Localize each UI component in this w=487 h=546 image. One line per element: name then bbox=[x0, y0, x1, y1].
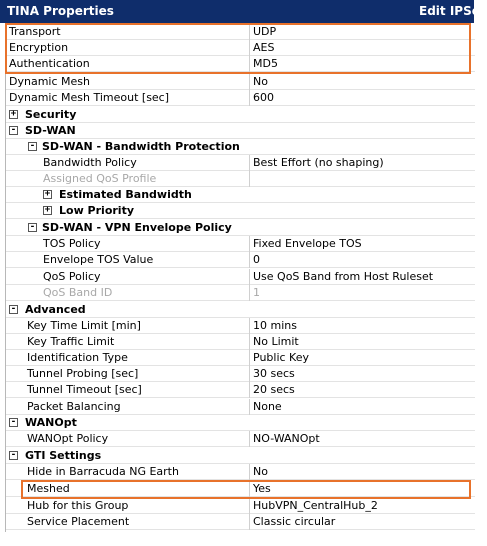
prop-label: QoS Band ID bbox=[43, 286, 113, 299]
prop-value[interactable]: Use QoS Band from Host Ruleset bbox=[253, 270, 434, 283]
group-label: SD-WAN bbox=[25, 124, 76, 137]
prop-row-authentication[interactable] bbox=[6, 56, 475, 72]
group-vpn-envelope-policy[interactable] bbox=[6, 220, 475, 236]
prop-row-identification-type[interactable] bbox=[6, 350, 475, 366]
column-divider bbox=[249, 431, 250, 447]
prop-value[interactable]: AES bbox=[253, 41, 275, 54]
prop-label: Hub for this Group bbox=[27, 499, 129, 512]
prop-label: QoS Policy bbox=[43, 270, 101, 283]
group-gti-settings[interactable] bbox=[6, 448, 475, 464]
prop-label: TOS Policy bbox=[43, 237, 101, 250]
column-divider bbox=[249, 382, 250, 398]
prop-row-meshed[interactable] bbox=[6, 481, 475, 497]
collapse-icon[interactable]: - bbox=[10, 125, 17, 135]
column-divider bbox=[249, 366, 250, 382]
prop-row-encryption[interactable] bbox=[6, 40, 475, 56]
prop-row-wanopt-policy[interactable] bbox=[6, 431, 475, 447]
prop-label: Tunnel Probing [sec] bbox=[27, 367, 139, 380]
column-divider bbox=[249, 171, 250, 187]
group-label: Security bbox=[25, 108, 77, 121]
prop-row-key-traffic-limit[interactable] bbox=[6, 334, 475, 350]
group-label: Estimated Bandwidth bbox=[59, 188, 192, 201]
group-bandwidth-protection[interactable] bbox=[6, 139, 475, 155]
prop-value[interactable]: None bbox=[253, 400, 282, 413]
prop-row-bandwidth-policy[interactable] bbox=[6, 155, 475, 171]
collapse-icon[interactable]: - bbox=[10, 304, 17, 314]
group-sdwan[interactable] bbox=[6, 123, 475, 139]
group-label: WANOpt bbox=[25, 416, 77, 429]
prop-label: Transport bbox=[9, 25, 61, 38]
group-label: Advanced bbox=[25, 303, 86, 316]
group-security[interactable] bbox=[6, 107, 475, 123]
prop-value[interactable]: Fixed Envelope TOS bbox=[253, 237, 362, 250]
edit-ipsec-link[interactable]: Edit IPSec bbox=[419, 4, 487, 18]
column-divider bbox=[249, 24, 250, 40]
column-divider bbox=[249, 318, 250, 334]
prop-value[interactable]: Best Effort (no shaping) bbox=[253, 156, 384, 169]
prop-row-service-placement[interactable] bbox=[6, 514, 475, 530]
prop-label: Envelope TOS Value bbox=[43, 253, 154, 266]
prop-label: WANOpt Policy bbox=[27, 432, 109, 445]
column-divider bbox=[249, 514, 250, 530]
prop-row-tos-policy[interactable] bbox=[6, 236, 475, 252]
prop-label: Encryption bbox=[9, 41, 69, 54]
group-label: SD-WAN - Bandwidth Protection bbox=[42, 140, 240, 153]
prop-value[interactable]: No bbox=[253, 75, 268, 88]
panel-title: TINA Properties bbox=[7, 4, 114, 18]
collapse-icon[interactable]: - bbox=[10, 417, 17, 427]
group-wanopt[interactable] bbox=[6, 415, 475, 431]
prop-value[interactable]: No bbox=[253, 465, 268, 478]
prop-row-qos-band-id bbox=[6, 285, 475, 301]
prop-value[interactable]: Yes bbox=[253, 482, 271, 495]
group-advanced[interactable] bbox=[6, 302, 475, 318]
column-divider bbox=[249, 236, 250, 252]
column-divider bbox=[249, 90, 250, 106]
prop-label: Packet Balancing bbox=[27, 400, 121, 413]
prop-label: Dynamic Mesh bbox=[9, 75, 90, 88]
prop-label: Dynamic Mesh Timeout [sec] bbox=[9, 91, 170, 104]
column-divider bbox=[249, 498, 250, 514]
collapse-icon[interactable]: - bbox=[29, 222, 36, 232]
prop-value[interactable]: 20 secs bbox=[253, 383, 295, 396]
prop-label: Meshed bbox=[27, 482, 70, 495]
column-divider bbox=[249, 74, 250, 90]
group-label: Low Priority bbox=[59, 204, 134, 217]
prop-label: Service Placement bbox=[27, 515, 130, 528]
prop-row-packet-balancing[interactable] bbox=[6, 399, 475, 415]
prop-value[interactable]: NO-WANOpt bbox=[253, 432, 320, 445]
column-divider bbox=[249, 350, 250, 366]
column-divider bbox=[249, 155, 250, 171]
prop-label: Assigned QoS Profile bbox=[43, 172, 157, 185]
column-divider bbox=[249, 464, 250, 480]
prop-value[interactable]: UDP bbox=[253, 25, 277, 38]
column-divider bbox=[249, 334, 250, 350]
prop-value[interactable]: HubVPN_CentralHub_2 bbox=[253, 499, 378, 512]
prop-row-tunnel-probing[interactable] bbox=[6, 366, 475, 382]
column-divider bbox=[249, 399, 250, 415]
column-divider bbox=[249, 40, 250, 56]
expand-icon[interactable]: + bbox=[44, 189, 51, 199]
prop-row-hub-for-group[interactable] bbox=[6, 498, 475, 514]
prop-row-qos-policy[interactable] bbox=[6, 269, 475, 285]
property-grid bbox=[5, 23, 475, 532]
prop-label: Identification Type bbox=[27, 351, 128, 364]
prop-value: 1 bbox=[253, 286, 260, 299]
collapse-icon[interactable]: - bbox=[10, 450, 17, 460]
column-divider bbox=[249, 269, 250, 285]
expand-icon[interactable]: + bbox=[10, 109, 17, 119]
prop-row-dynamic-mesh[interactable] bbox=[6, 74, 475, 90]
expand-icon[interactable]: + bbox=[44, 205, 51, 215]
group-estimated-bandwidth[interactable] bbox=[6, 187, 475, 203]
prop-label: Hide in Barracuda NG Earth bbox=[27, 465, 179, 478]
prop-row-dynamic-mesh-timeout[interactable] bbox=[6, 90, 475, 106]
prop-value[interactable]: 0 bbox=[253, 253, 260, 266]
column-divider bbox=[249, 252, 250, 268]
prop-value[interactable]: No Limit bbox=[253, 335, 299, 348]
prop-value[interactable]: 30 secs bbox=[253, 367, 295, 380]
prop-value[interactable]: Public Key bbox=[253, 351, 309, 364]
prop-label: Bandwidth Policy bbox=[43, 156, 137, 169]
column-divider bbox=[249, 285, 250, 301]
column-divider bbox=[249, 481, 250, 497]
prop-row-hide-in-earth[interactable] bbox=[6, 464, 475, 480]
prop-row-envelope-tos-value[interactable] bbox=[6, 252, 475, 268]
prop-value[interactable]: 600 bbox=[253, 91, 274, 104]
properties-header bbox=[0, 0, 487, 23]
prop-row-tunnel-timeout[interactable] bbox=[6, 382, 475, 398]
group-label: SD-WAN - VPN Envelope Policy bbox=[42, 221, 232, 234]
prop-label: Authentication bbox=[9, 57, 90, 70]
group-label: GTI Settings bbox=[25, 449, 102, 462]
prop-label: Key Traffic Limit bbox=[27, 335, 115, 348]
prop-value[interactable]: 10 mins bbox=[253, 319, 297, 332]
group-low-priority[interactable] bbox=[6, 203, 475, 219]
prop-label: Key Time Limit [min] bbox=[27, 319, 141, 332]
prop-value[interactable]: MD5 bbox=[253, 57, 278, 70]
prop-value[interactable]: Classic circular bbox=[253, 515, 336, 528]
prop-row-transport[interactable] bbox=[6, 24, 475, 40]
prop-label: Tunnel Timeout [sec] bbox=[27, 383, 142, 396]
collapse-icon[interactable]: - bbox=[29, 141, 36, 151]
prop-row-assigned-qos-profile bbox=[6, 171, 475, 187]
column-divider bbox=[249, 56, 250, 72]
prop-row-key-time-limit[interactable] bbox=[6, 318, 475, 334]
